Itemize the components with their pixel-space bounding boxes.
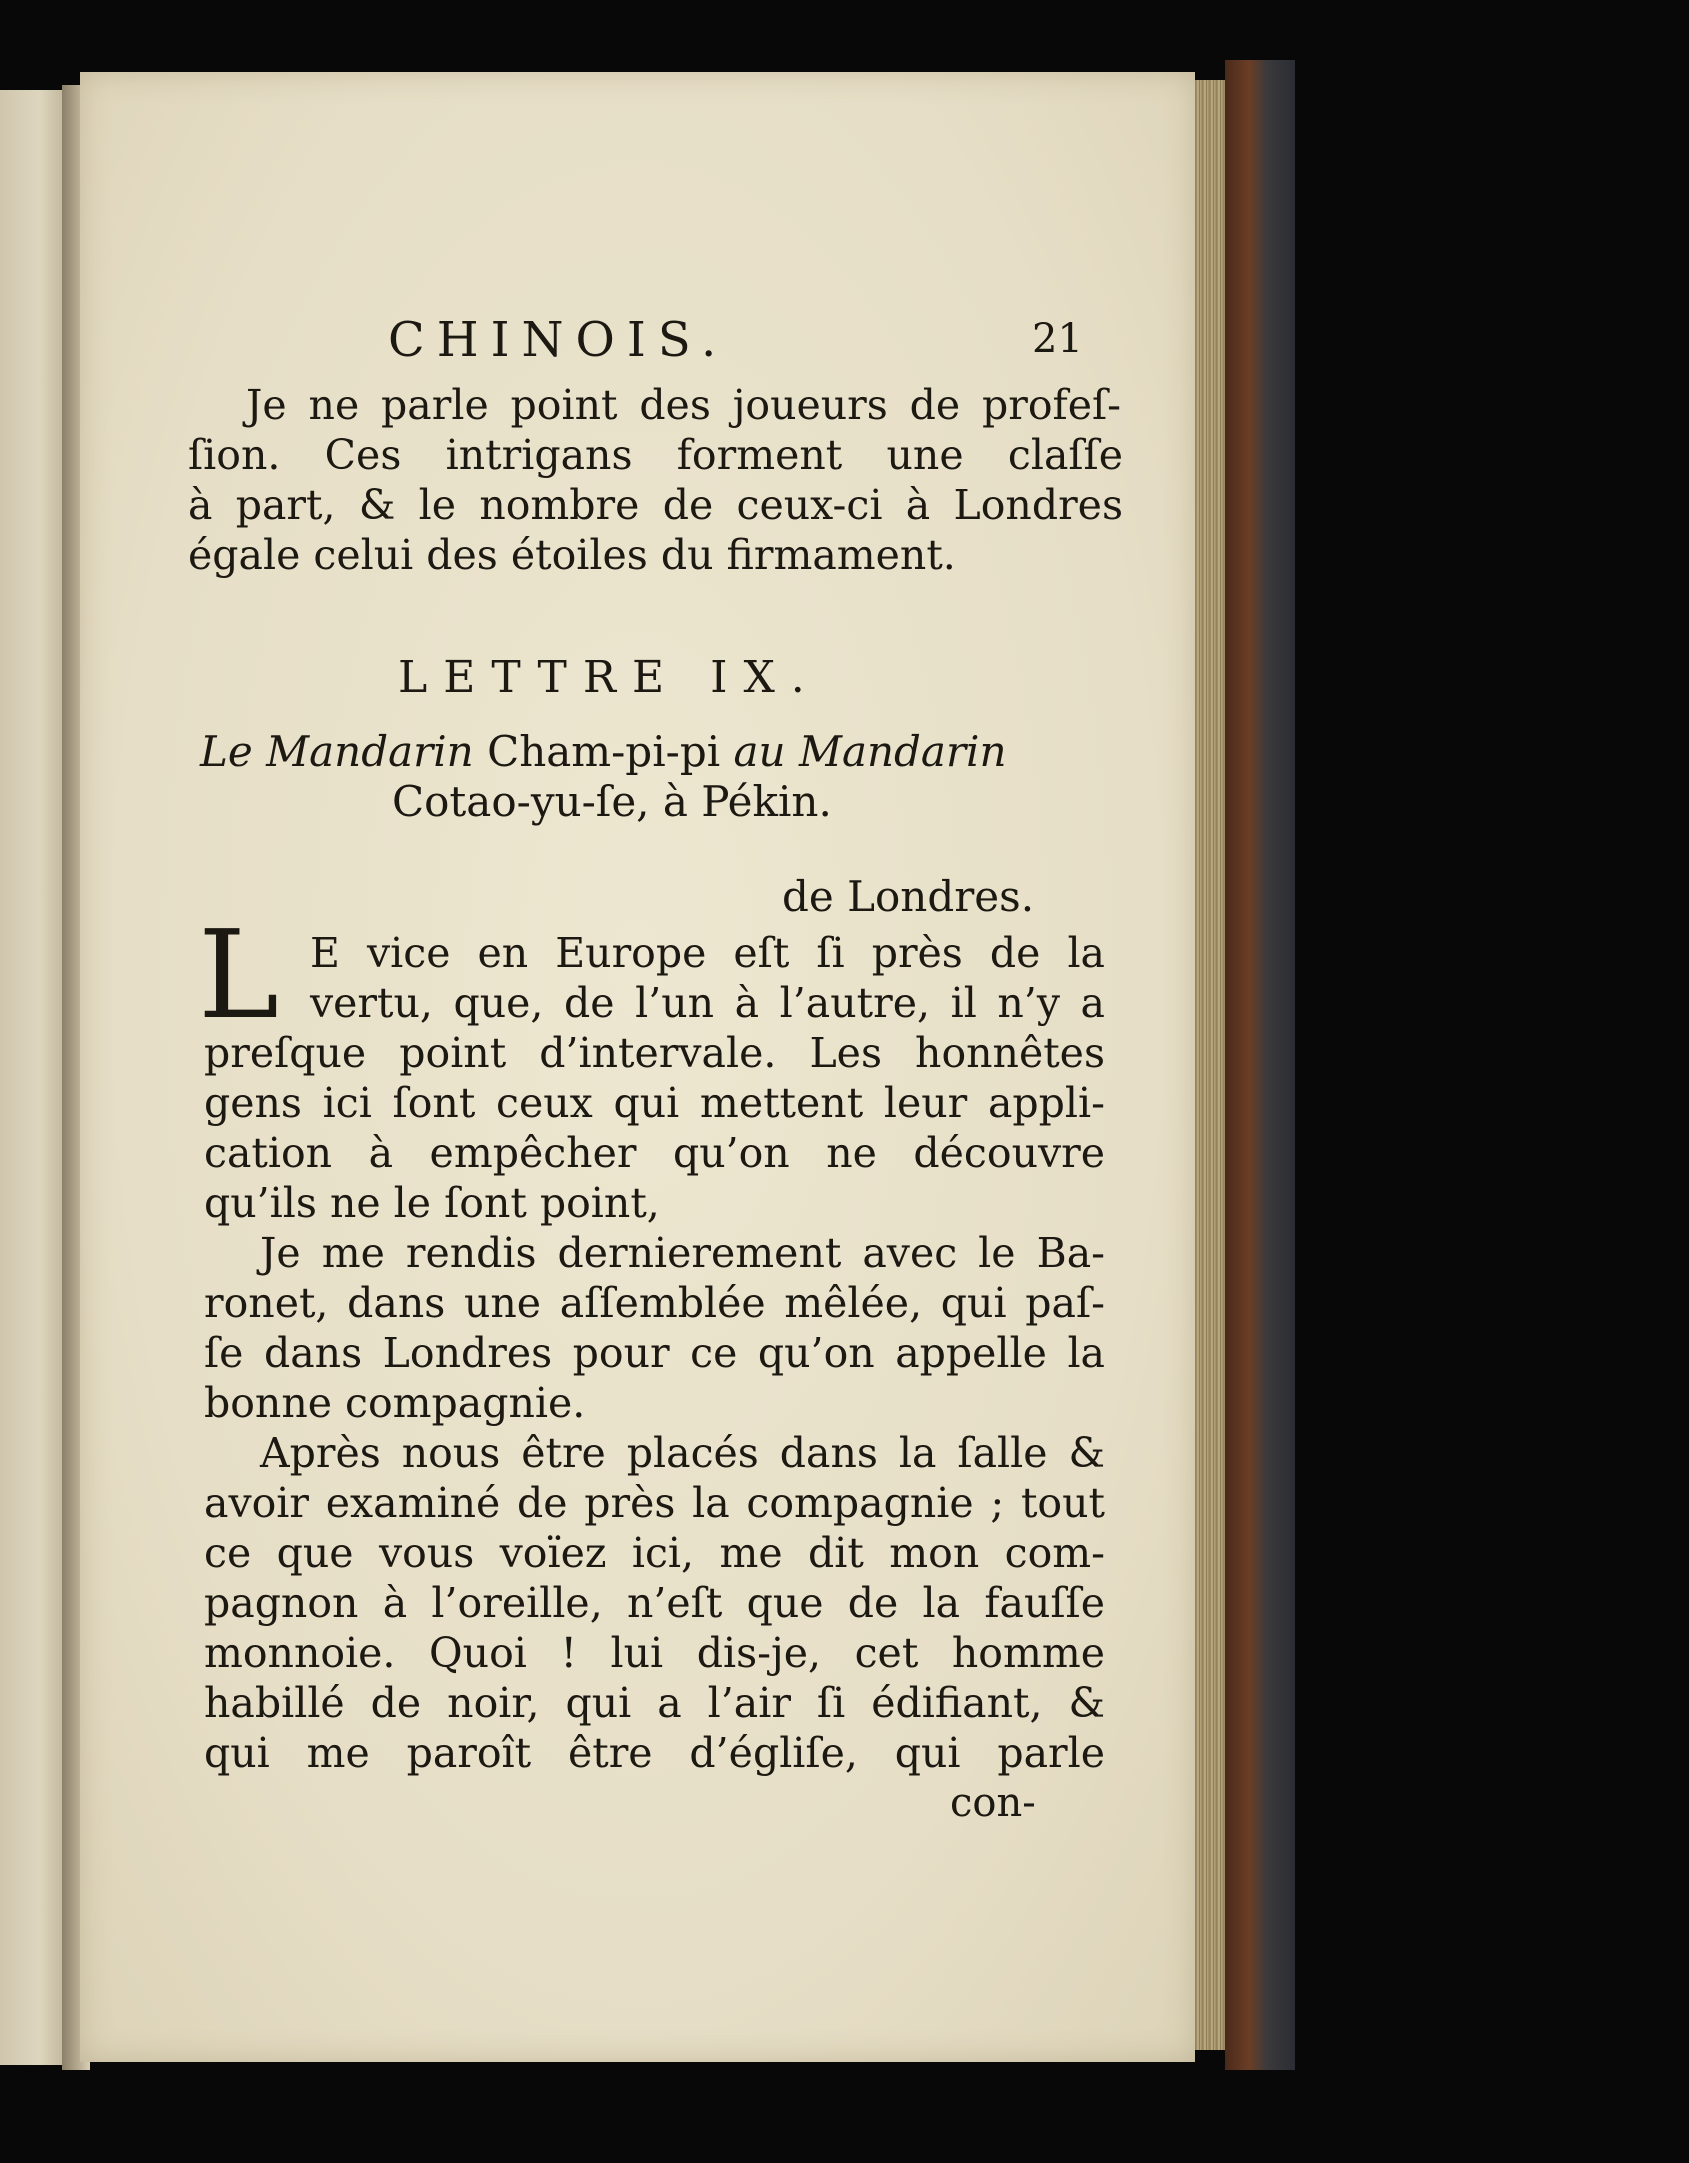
letter-place: de Londres.: [782, 872, 1035, 921]
letter-address-line-1: [200, 727, 1007, 776]
text-line: ſe dans Londres pour ce qu’on appelle la: [204, 1329, 1105, 1377]
address-au: au: [733, 727, 786, 776]
running-head: CHINOIS.: [388, 312, 729, 368]
text-line: pagnon à l’oreille, n’eſt que de la fauſſe: [204, 1579, 1105, 1627]
address-mandarin: Mandarin: [266, 727, 474, 776]
text-line: Je me rendis dernierement avec le Ba-: [260, 1229, 1105, 1277]
text-line: gens ici ſont ceux qui mettent leur appli-: [204, 1079, 1105, 1127]
text-line: à part, & le nombre de ceux-ci à Londres: [188, 481, 1123, 529]
text-line: E vice en Europe eſt ſi près de la: [310, 929, 1105, 977]
text-line: cation à empêcher qu’on ne découvre: [204, 1129, 1105, 1177]
catchword: con-: [950, 1780, 1036, 1826]
address-mandarin: Mandarin: [798, 727, 1007, 776]
text-line: vertu, que, de l’un à l’autre, il n’y a: [310, 979, 1105, 1027]
text-line: habillé de noir, qui a l’air ſi édifiant, &: [204, 1679, 1105, 1727]
page-text: [80, 72, 1195, 2062]
text-line: qui me paroît être d’égliſe, qui parle: [204, 1729, 1105, 1777]
letter-heading: LETTRE IX.: [398, 652, 821, 703]
text-line: égale celui des étoiles du firmament.: [188, 531, 956, 579]
text-line: Après nous être placés dans la ſalle &: [260, 1429, 1105, 1477]
book-cover-edge: [1225, 60, 1295, 2070]
text-line: bonne compagnie.: [204, 1379, 586, 1427]
text-line: Je ne parle point des joueurs de profeſ-: [246, 381, 1121, 429]
right-page: [80, 72, 1195, 2062]
text-line: ronet, dans une aſſemblée mêlée, qui paſ-: [204, 1279, 1105, 1327]
address-le: Le: [200, 727, 253, 776]
text-line: qu’ils ne le ſont point,: [204, 1179, 660, 1227]
letter-address-line-2: Cotao-yu-ſe, à Pékin.: [392, 777, 832, 826]
text-line: monnoie. Quoi ! lui dis-je, cet homme: [204, 1629, 1105, 1677]
page-number: 21: [1032, 316, 1083, 362]
text-line: ſion. Ces intrigans forment une claſſe: [188, 431, 1123, 479]
text-line: ce que vous voïez ici, me dit mon com-: [204, 1529, 1105, 1577]
drop-cap: L: [198, 904, 280, 1046]
text-line: preſque point d’intervale. Les honnêtes: [204, 1029, 1105, 1077]
text-line: avoir examiné de près la compagnie ; tout: [204, 1479, 1105, 1527]
address-sender: Cham-pi-pi: [487, 727, 721, 776]
